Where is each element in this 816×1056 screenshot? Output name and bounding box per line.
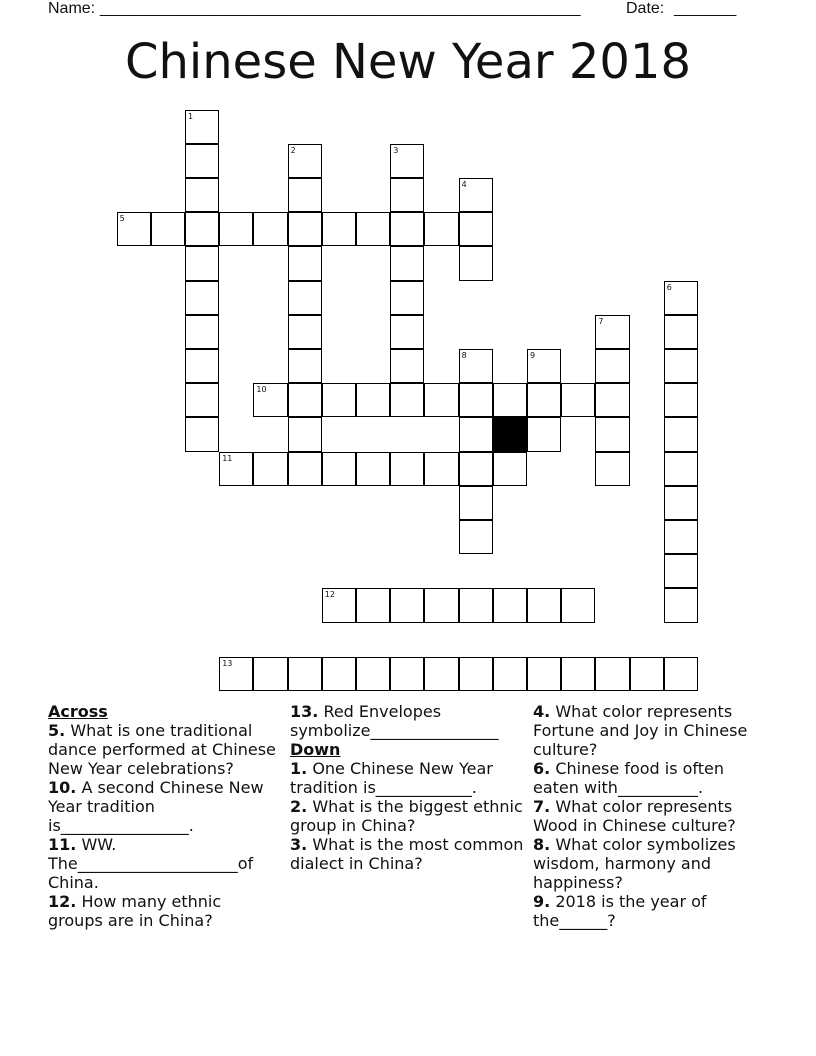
grid-cell[interactable] — [185, 212, 219, 246]
grid-cell[interactable] — [288, 657, 322, 691]
grid-cell[interactable] — [459, 417, 493, 451]
grid-cell[interactable] — [185, 144, 219, 178]
grid-cell[interactable] — [151, 212, 185, 246]
clue-number-label: 4 — [461, 180, 467, 189]
grid-cell[interactable] — [561, 383, 595, 417]
grid-cell[interactable] — [561, 657, 595, 691]
grid-cell[interactable] — [424, 383, 458, 417]
grid-cell[interactable] — [288, 452, 322, 486]
grid-cell[interactable] — [185, 417, 219, 451]
grid-cell[interactable] — [185, 315, 219, 349]
grid-cell[interactable] — [253, 212, 287, 246]
grid-cell[interactable] — [390, 144, 424, 178]
clue-across-12 — [48, 892, 280, 930]
clue-text: What is one traditional dance performed at Chinese New Year celebrations? — [48, 721, 276, 778]
clue-down-8 — [533, 835, 773, 892]
grid-cell[interactable] — [390, 281, 424, 315]
clue-number-label: 9 — [530, 351, 536, 360]
grid-cell[interactable] — [527, 657, 561, 691]
clue-number-label: 6 — [666, 282, 672, 292]
grid-cell[interactable] — [185, 246, 219, 280]
grid-cell[interactable] — [288, 144, 322, 178]
clue-text: What color represents Fortune and Joy in Chinese culture? — [533, 702, 748, 759]
grid-cell[interactable] — [390, 452, 424, 486]
clue-across-5 — [48, 721, 280, 778]
clue-down-7 — [533, 797, 773, 835]
grid-cell[interactable] — [664, 383, 698, 417]
clue-text: One Chinese New Year tradition is____________. — [290, 759, 493, 797]
clue-number: 3. — [290, 835, 308, 854]
grid-cell[interactable] — [288, 315, 322, 349]
grid-cell[interactable] — [459, 588, 493, 622]
clue-text: WW. The____________________of China. — [48, 835, 254, 892]
grid-cell[interactable] — [459, 349, 493, 383]
grid-cell[interactable] — [493, 452, 527, 486]
clue-number: 4. — [533, 702, 551, 721]
clue-text: Red Envelopes symbolize________________ — [290, 702, 499, 740]
grid-cell[interactable] — [322, 657, 356, 691]
clue-number: 10. — [48, 778, 77, 797]
grid-cell[interactable] — [356, 212, 390, 246]
grid-cell[interactable] — [527, 349, 561, 383]
grid-cell[interactable] — [459, 657, 493, 691]
clue-number: 12. — [48, 892, 77, 911]
across-heading: Across — [48, 702, 108, 721]
date-label: Date: — [626, 0, 665, 17]
clue-number: 7. — [533, 797, 551, 816]
grid-cell[interactable] — [664, 281, 698, 315]
clue-number-label: 3 — [393, 145, 399, 155]
clue-down-4 — [533, 702, 773, 759]
grid-cell[interactable] — [185, 349, 219, 383]
grid-cell[interactable] — [664, 520, 698, 554]
clue-across-10 — [48, 778, 280, 835]
clue-number: 2. — [290, 797, 308, 816]
grid-cell[interactable] — [390, 315, 424, 349]
grid-cell[interactable] — [390, 246, 424, 280]
grid-cell[interactable] — [595, 657, 629, 691]
grid-cell[interactable] — [424, 588, 458, 622]
grid-cell[interactable] — [664, 349, 698, 383]
grid-cell[interactable] — [185, 281, 219, 315]
grid-cell[interactable] — [390, 178, 424, 212]
grid-cell[interactable] — [253, 657, 287, 691]
grid-cell[interactable] — [630, 657, 664, 691]
clue-number-label: 11 — [222, 453, 233, 463]
grid-cell[interactable] — [595, 315, 629, 349]
grid-cell[interactable] — [664, 554, 698, 588]
clue-number: 1. — [290, 759, 308, 778]
grid-cell[interactable] — [527, 383, 561, 417]
grid-cell[interactable] — [356, 452, 390, 486]
clue-number: 8. — [533, 835, 551, 854]
grid-cell[interactable] — [288, 246, 322, 280]
name-blank[interactable]: ______________________________________________________ — [100, 0, 581, 17]
clue-number: 11. — [48, 835, 77, 854]
grid-cell[interactable] — [459, 486, 493, 520]
clue-number-label: 1 — [188, 111, 194, 121]
clue-across-11 — [48, 835, 280, 892]
clue-text: A second Chinese New Year tradition is________________. — [48, 778, 264, 835]
puzzle-title: Chinese New Year 2018 — [124, 34, 691, 90]
clue-text: Chinese food is often eaten with__________. — [533, 759, 725, 797]
clue-number-label: 10 — [256, 385, 267, 395]
grid-cell[interactable] — [322, 212, 356, 246]
clue-number-label: 5 — [119, 214, 125, 224]
grid-cell[interactable] — [322, 588, 356, 622]
grid-cell[interactable] — [664, 452, 698, 486]
grid-cell[interactable] — [390, 383, 424, 417]
grid-cell[interactable] — [356, 657, 390, 691]
grid-cell[interactable] — [424, 452, 458, 486]
grid-cell[interactable] — [664, 417, 698, 451]
grid-cell[interactable] — [664, 588, 698, 622]
clue-number-label: 13 — [222, 658, 233, 668]
clue-number-label: 7 — [598, 316, 604, 326]
grid-cell[interactable] — [322, 452, 356, 486]
grid-cell[interactable] — [288, 417, 322, 451]
grid-cell[interactable] — [219, 212, 253, 246]
clue-number-label: 8 — [461, 351, 467, 360]
grid-cell[interactable] — [356, 588, 390, 622]
grid-cell[interactable] — [322, 383, 356, 417]
grid-cell[interactable] — [595, 349, 629, 383]
grid-cell[interactable] — [185, 178, 219, 212]
grid-cell[interactable] — [664, 315, 698, 349]
grid-cell[interactable] — [459, 383, 493, 417]
grid-cell[interactable] — [459, 452, 493, 486]
grid-block — [493, 417, 527, 451]
grid-cell[interactable] — [459, 520, 493, 554]
grid-cell[interactable] — [390, 588, 424, 622]
clue-number: 5. — [48, 721, 66, 740]
grid-cell[interactable] — [288, 212, 322, 246]
date-blank[interactable]: _______ — [674, 0, 737, 17]
grid-cell[interactable] — [117, 212, 151, 246]
clue-down-9 — [533, 892, 773, 930]
grid-cell[interactable] — [493, 588, 527, 622]
grid-cell[interactable] — [390, 212, 424, 246]
clue-text: What color represents Wood in Chinese culture? — [533, 797, 736, 835]
grid-cell[interactable] — [288, 349, 322, 383]
clue-down-3 — [290, 835, 526, 873]
clues-column-middle — [290, 702, 526, 873]
grid-cell[interactable] — [664, 657, 698, 691]
grid-cell[interactable] — [288, 178, 322, 212]
clue-number: 9. — [533, 892, 551, 911]
grid-cell[interactable] — [390, 657, 424, 691]
grid-cell[interactable] — [185, 383, 219, 417]
clue-number: 6. — [533, 759, 551, 778]
grid-cell[interactable] — [595, 417, 629, 451]
grid-cell[interactable] — [595, 383, 629, 417]
grid-cell[interactable] — [424, 212, 458, 246]
grid-cell[interactable] — [356, 383, 390, 417]
grid-cell[interactable] — [459, 178, 493, 212]
grid-cell[interactable] — [390, 349, 424, 383]
clues-column-right — [533, 702, 773, 930]
grid-cell[interactable] — [288, 383, 322, 417]
grid-cell[interactable] — [527, 417, 561, 451]
grid-cell[interactable] — [424, 657, 458, 691]
grid-cell[interactable] — [493, 383, 527, 417]
grid-cell[interactable] — [219, 452, 253, 486]
grid-cell[interactable] — [493, 657, 527, 691]
clues-column-left — [48, 702, 280, 930]
down-heading: Down — [290, 740, 341, 759]
grid-cell[interactable] — [185, 110, 219, 144]
clue-text: 2018 is the year of the______? — [533, 892, 707, 930]
clue-text: What is the most common dialect in China? — [290, 835, 524, 873]
name-label: Name: — [48, 0, 96, 17]
grid-cell[interactable] — [595, 452, 629, 486]
grid-cell[interactable] — [253, 383, 287, 417]
clue-number-label: 12 — [324, 590, 335, 600]
clue-down-6 — [533, 759, 773, 797]
clue-text: What is the biggest ethnic group in China? — [290, 797, 523, 835]
clue-across-13 — [290, 702, 526, 740]
grid-cell[interactable] — [459, 246, 493, 280]
clue-number: 13. — [290, 702, 319, 721]
clue-number-label: 2 — [290, 145, 296, 155]
grid-cell[interactable] — [219, 657, 253, 691]
grid-cell[interactable] — [527, 588, 561, 622]
grid-cell[interactable] — [288, 281, 322, 315]
clue-down-1 — [290, 759, 526, 797]
clue-down-2 — [290, 797, 526, 835]
grid-cell[interactable] — [561, 588, 595, 622]
grid-cell[interactable] — [459, 212, 493, 246]
grid-cell[interactable] — [664, 486, 698, 520]
clue-text: How many ethnic groups are in China? — [48, 892, 222, 930]
clue-text: What color symbolizes wisdom, harmony and happiness? — [533, 835, 736, 892]
grid-cell[interactable] — [253, 452, 287, 486]
